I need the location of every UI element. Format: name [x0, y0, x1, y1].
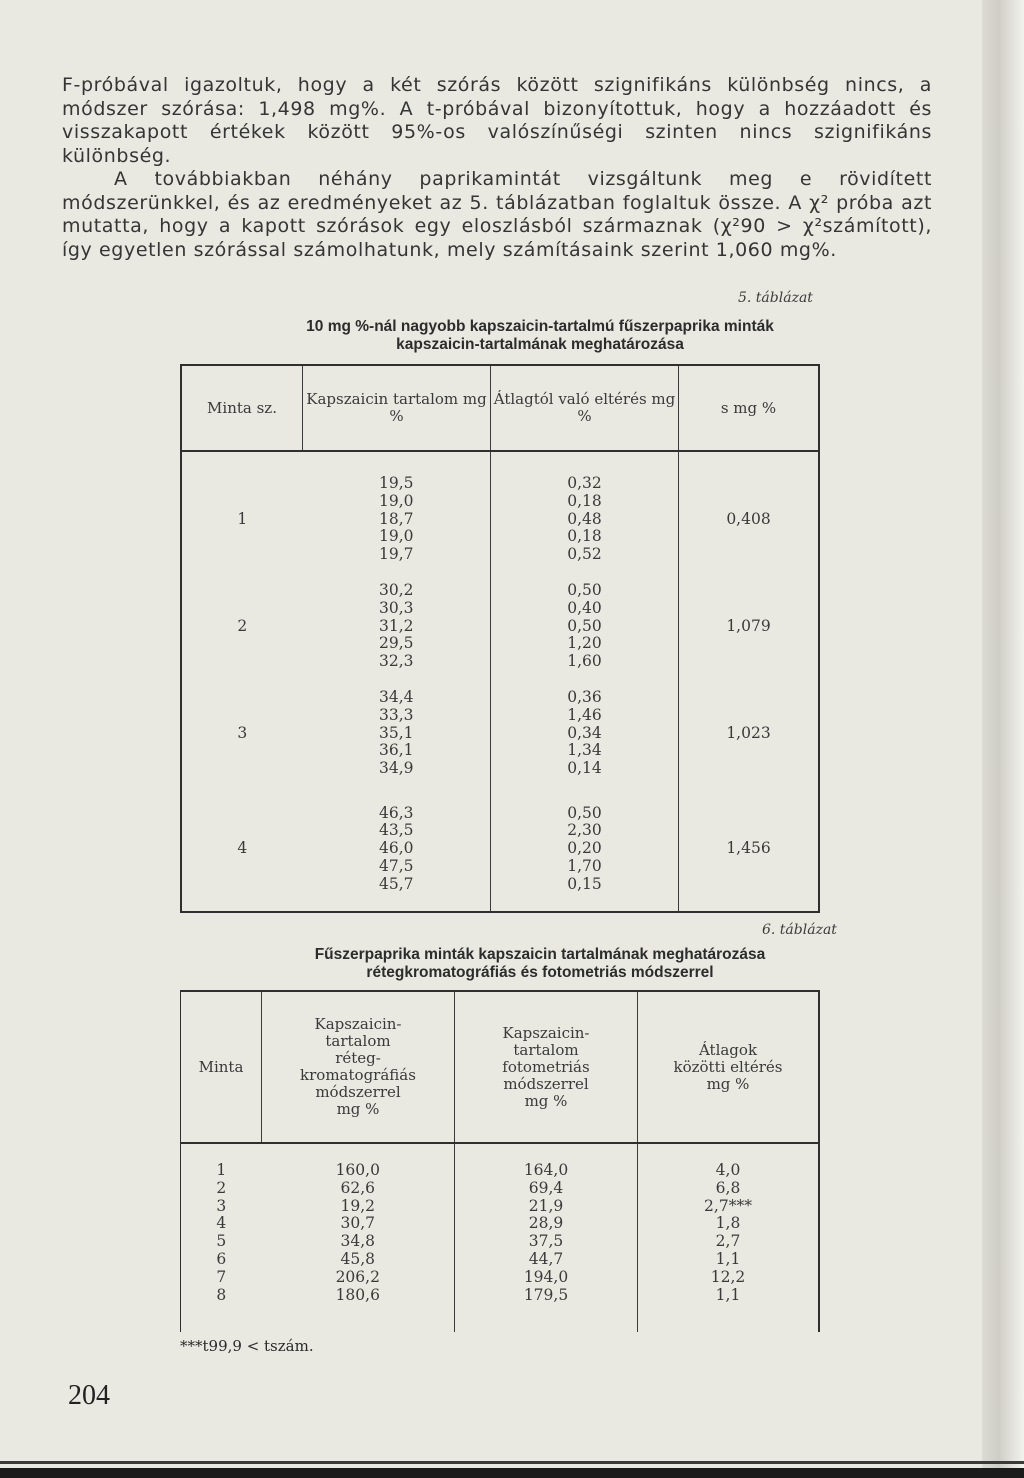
- table6-col-diff: 4,0 6,8 2,7*** 1,8 2,7 1,1 12,2 1,1: [704, 1161, 752, 1304]
- table5-sample: 4: [237, 839, 248, 858]
- table-row: [181, 680, 819, 787]
- table5-sample: 2: [237, 616, 248, 635]
- table5-deviations: 0,50 0,40 0,50 1,20 1,60: [491, 573, 679, 680]
- table5-header-deviation: Átlagtól való eltérés mg %: [491, 365, 679, 451]
- paragraph-1: F-próbával igazoltuk, hogy a két szórás között szignifikáns különbség nincs, a módszer szórása: 1,498 mg%. A t-próbával bizonyítottuk, hogy a hozzáadott és visszakapott értékek között 95%-os valószínűségi szinten nincs szignifikáns különbség.: [62, 74, 932, 167]
- table6-caption-line1: Fűszerpaprika minták kapszaicin tartalmának meghatározása: [314, 946, 766, 963]
- table5-s: 1,023: [726, 723, 771, 742]
- table6-header-photometric: Kapszaicin- tartalom fotometriás módszerrel mg %: [455, 991, 638, 1143]
- table6-col-photometric: 164,0 69,4 21,9 28,9 37,5 44,7 194,0 179,5: [455, 1143, 638, 1332]
- table6-header-tlc: Kapszaicin- tartalom réteg- kromatográfiás módszerrel mg %: [262, 991, 455, 1143]
- table5-sample: 1: [237, 509, 248, 528]
- table6-col-sample: 1 2 3 4 5 6 7 8: [216, 1161, 227, 1304]
- table5-header-sample: Minta sz.: [181, 365, 303, 451]
- table6-number: 6. táblázat: [762, 922, 837, 938]
- table5-s: 0,408: [726, 509, 771, 528]
- table6-caption: [160, 946, 920, 982]
- table6-header-sample: Minta: [181, 991, 262, 1143]
- table5-header-s: s mg %: [679, 365, 820, 451]
- table5-values: 34,4 33,3 35,1 36,1 34,9: [303, 680, 491, 787]
- table6-header-row: [181, 991, 820, 1143]
- table-row: [181, 573, 819, 680]
- paragraph-2: A továbbiakban néhány paprikamintát vizsgáltunk meg e rövidített módszerünkkel, és az eredményeket az 5. táblázatban foglaltuk össze. A χ² próba azt mutatta, hogy a kapott szórások egy eloszlásból származnak (χ²90 > χ²számított), így egyetlen szórással számolhatunk, mely számításaink szerint 1,060 mg%.: [62, 168, 932, 261]
- table5-header-content: Kapszaicin tartalom mg %: [303, 365, 491, 451]
- table5-number: 5. táblázat: [738, 290, 813, 306]
- footnote: ***t99,9 < tszám.: [180, 1337, 314, 1355]
- table5-s: 1,456: [726, 839, 771, 858]
- page-number: 204: [68, 1380, 110, 1411]
- table5-deviations: 0,36 1,46 0,34 1,34 0,14: [491, 680, 679, 787]
- table-row: [181, 787, 819, 912]
- table6-header-diff: Átlagok közötti eltérés mg %: [638, 991, 820, 1143]
- table-row: [181, 1143, 820, 1332]
- table5-caption-line2: kapszaicin-tartalmának meghatározása: [396, 336, 684, 353]
- table5-values: 19,5 19,0 18,7 19,0 19,7: [303, 451, 491, 573]
- table5-values: 30,2 30,3 31,2 29,5 32,3: [303, 573, 491, 680]
- page-edge: [982, 0, 1024, 1478]
- table5-header-row: [181, 365, 819, 451]
- table5-caption-line1: 10 mg %-nál nagyobb kapszaicin-tartalmú fűszerpaprika minták: [306, 318, 774, 335]
- table5-deviations: 0,32 0,18 0,48 0,18 0,52: [491, 451, 679, 573]
- table6-col-tlc: 160,0 62,6 19,2 30,7 34,8 45,8 206,2 180,6: [262, 1143, 455, 1332]
- table5-values: 46,3 43,5 46,0 47,5 45,7: [303, 787, 491, 912]
- bottom-rule: [0, 1461, 1024, 1464]
- table-5: [180, 364, 820, 913]
- table-6: [180, 990, 820, 1332]
- body-text: [62, 74, 932, 262]
- table-row: [181, 451, 819, 573]
- table5-caption: [160, 318, 920, 354]
- table5-deviations: 0,50 2,30 0,20 1,70 0,15: [491, 787, 679, 912]
- table5-sample: 3: [237, 723, 248, 742]
- bottom-border: [0, 1468, 1024, 1478]
- table6-caption-line2: rétegkromatográfiás és fotometriás módszerrel: [366, 964, 714, 981]
- table5-s: 1,079: [726, 616, 771, 635]
